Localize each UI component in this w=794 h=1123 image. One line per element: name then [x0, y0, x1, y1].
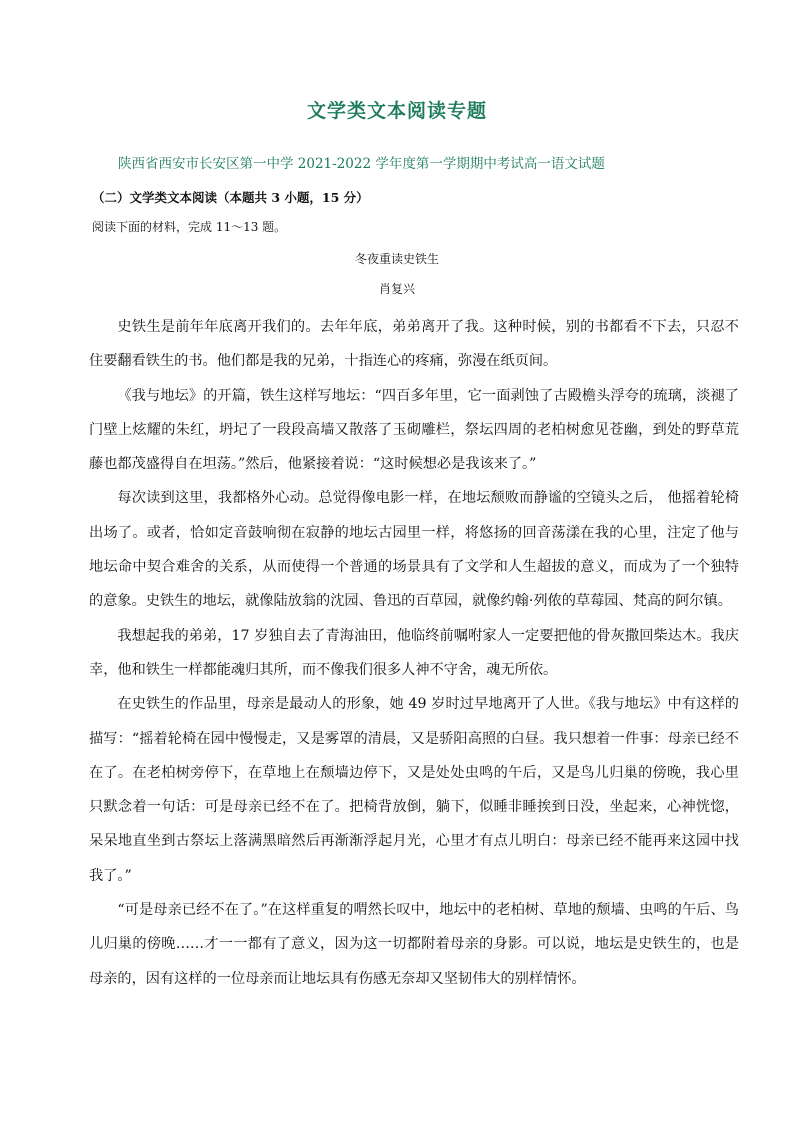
section-heading: （二）文学类文本阅读（本题共 3 小题，15 分） [92, 190, 369, 205]
paragraph-2: 《我与地坛》的开篇，铁生这样写地坛：“四百多年里，它一面剥蚀了古殿檐头浮夸的琉璃，淡褪了门壁上炫耀的朱红，坍圮了一段段高墙又散落了玉砌雕栏，祭坛四周的老柏树愈见苍幽，到处的野草荒藤也都茂盛得自在坦荡。”然后，他紧接着说：“这时候想必是我该来了。” [89, 387, 739, 473]
exam-subtitle: 陕西省西安市长安区第一中学 2021-2022 学年度第一学期期中考试高一语文试题 [118, 156, 605, 172]
paragraph-6: “可是母亲已经不在了。”在这样重复的喟然长叹中，地坛中的老柏树、草地的颓墙、虫鸣的午后、鸟儿归巢的傍晚……才一一都有了意义，因为这一切都附着母亲的身影。可以说，地坛是史铁生的，也是母亲的，因有这样的一位母亲而让地坛具有伤感无奈却又坚韧伟大的别样情怀。 [89, 902, 739, 987]
document-title: 文学类文本阅读专题 [306, 100, 487, 122]
paragraph-1: 史铁生是前年年底离开我们的。去年年底，弟弟离开了我。这种时候，别的书都看不下去，只忍不住要翻看铁生的书。他们都是我的兄弟，十指连心的疼痛，弥漫在纸页间。 [89, 319, 739, 370]
paragraph-3: 每次读到这里，我都格外心动。总觉得像电影一样，在地坛颓败而静谧的空镜头之后， 他摇着轮椅出场了。或者，恰如定音鼓响彻在寂静的地坛古园里一样，将悠扬的回音荡漾在我的心里，注定了他与地坛命中契合难舍的关系，从而使得一个普通的场景具有了文学和人生超拔的意义，而成为了一个独特的意象。史铁生的地坛，就像陆放翁的沈园、鲁迅的百草园，就像约翰·列侬的草莓园、梵高的阿尔镇。 [89, 490, 739, 610]
article-author: 肖复兴 [378, 282, 415, 296]
paragraph-5: 在史铁生的作品里，母亲是最动人的形象，她 49 岁时过早地离开了人世。《我与地坛》中有这样的描写：“摇着轮椅在园中慢慢走，又是雾罩的清晨，又是骄阳高照的白昼。我只想着一件事：母亲已经不在了。在老柏树旁停下，在草地上在颓墙边停下，又是处处虫鸣的午后，又是鸟儿归巢的傍晚，我心里只默念着一句话：可是母亲已经不在了。把椅背放倒，躺下，似睡非睡挨到日没，坐起来，心神恍惚，呆呆地直坐到古祭坛上落满黑暗然后再渐渐浮起月光，心里才有点儿明白：母亲已经不能再来这园中找我了。” [89, 696, 739, 884]
article-title: 冬夜重读史铁生 [354, 252, 439, 266]
article-body [89, 310, 739, 996]
paragraph-4: 我想起我的弟弟，17 岁独自去了青海油田，他临终前嘱咐家人一定要把他的骨灰撒回柴达木。我庆幸，他和铁生一样都能魂归其所，而不像我们很多人神不守舍，魂无所依。 [89, 627, 739, 678]
reading-instruction: 阅读下面的材料，完成 11～13 题。 [92, 220, 287, 234]
